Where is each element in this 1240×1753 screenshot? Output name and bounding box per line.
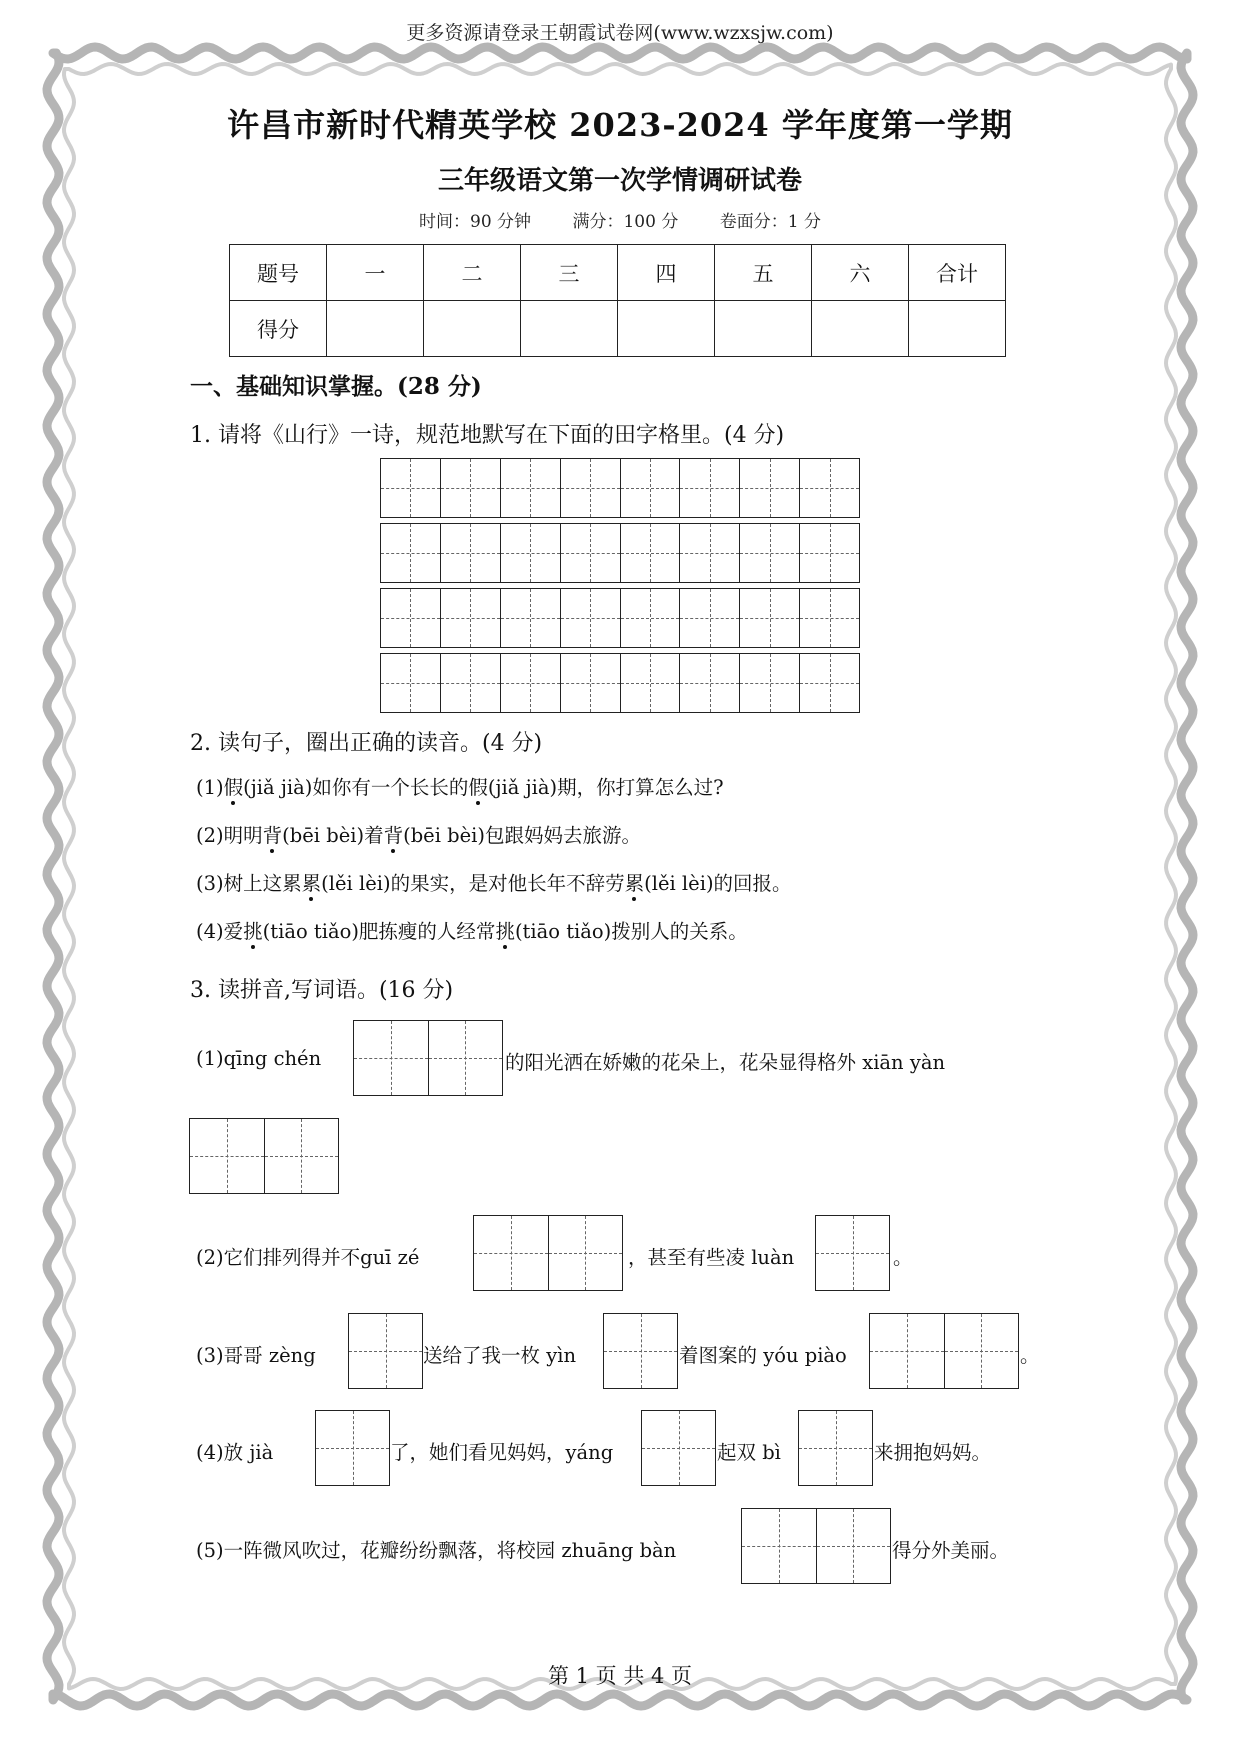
- poem-grid-cell[interactable]: [620, 654, 680, 712]
- poem-grid-cell[interactable]: [500, 459, 560, 517]
- poem-grid-cell[interactable]: [799, 589, 859, 647]
- poem-grid-row[interactable]: [380, 458, 860, 518]
- poem-grid-cell[interactable]: [679, 589, 739, 647]
- score-cell[interactable]: [327, 301, 424, 357]
- score-cell[interactable]: [521, 301, 618, 357]
- poem-grid-cell[interactable]: [560, 589, 620, 647]
- poem-grid-cell[interactable]: [381, 589, 440, 647]
- answer-grid[interactable]: [741, 1508, 891, 1584]
- score-header-cell: 题号: [230, 245, 327, 301]
- q2-item-4: (4)爱挑(tiāo tiǎo)肥拣瘦的人经常挑(tiāo tiǎo)拨别人的关系。: [196, 920, 748, 943]
- poem-grid-cell[interactable]: [620, 589, 680, 647]
- answer-grid[interactable]: [641, 1410, 716, 1486]
- score-table: [229, 244, 1006, 357]
- answer-grid[interactable]: [348, 1313, 423, 1389]
- page-footer: 第 1 页 共 4 页: [547, 1664, 693, 1688]
- poem-grid-cell[interactable]: [679, 524, 739, 582]
- answer-grid[interactable]: [603, 1313, 678, 1389]
- exam-full-score: 满分：100 分: [572, 212, 679, 232]
- poem-grid-cell[interactable]: [799, 459, 859, 517]
- score-header-cell: 合计: [909, 245, 1006, 301]
- q3-s3-text-b: 送给了我一枚 yìn: [423, 1344, 577, 1367]
- score-header-cell: 四: [618, 245, 715, 301]
- q3-s2-text-b: ，甚至有些凌 luàn: [628, 1246, 795, 1269]
- poem-grid-cell[interactable]: [440, 654, 500, 712]
- question-3: 3. 读拼音,写词语。(16 分): [190, 978, 454, 1003]
- exam-time: 时间：90 分钟: [419, 212, 532, 232]
- score-header-cell: 一: [327, 245, 424, 301]
- q3-s2-text-a: (2)它们排列得并不guī zé: [196, 1246, 420, 1269]
- score-row-label: 得分: [230, 301, 327, 357]
- poem-grid-cell[interactable]: [381, 459, 440, 517]
- poem-grid-cell[interactable]: [440, 524, 500, 582]
- answer-grid[interactable]: [353, 1020, 503, 1096]
- answer-grid[interactable]: [815, 1215, 890, 1291]
- q3-s3-text-c: 着图案的 yóu piào: [679, 1344, 847, 1367]
- poem-grid-cell[interactable]: [500, 524, 560, 582]
- poem-grid-cell[interactable]: [381, 654, 440, 712]
- poem-grid-row[interactable]: [380, 653, 860, 713]
- q3-s5-text-a: (5)一阵微风吹过，花瓣纷纷飘落，将校园 zhuāng bàn: [196, 1539, 677, 1562]
- answer-grid[interactable]: [189, 1118, 339, 1194]
- score-header-cell: 三: [521, 245, 618, 301]
- q2-item-1: (1)假(jiǎ jià)如你有一个长长的假(jiǎ jià)期，你打算怎么过?: [196, 776, 724, 799]
- q3-s1-text-b: 的阳光洒在娇嫩的花朵上，花朵显得格外 xiān yàn: [505, 1051, 946, 1074]
- poem-grid-cell[interactable]: [679, 654, 739, 712]
- poem-grid-cell[interactable]: [679, 459, 739, 517]
- section-1-heading: 一、基础知识掌握。(28 分): [190, 373, 482, 400]
- score-header-cell: 五: [715, 245, 812, 301]
- q3-s5-text-b: 得分外美丽。: [892, 1539, 1010, 1562]
- exam-neatness-score: 卷面分：1 分: [719, 212, 821, 232]
- score-cell[interactable]: [618, 301, 715, 357]
- answer-grid[interactable]: [473, 1215, 623, 1291]
- q3-s3-text-a: (3)哥哥 zèng: [196, 1344, 316, 1367]
- poem-grid-cell[interactable]: [440, 459, 500, 517]
- exam-meta: [0, 207, 1240, 232]
- poem-grid-cell[interactable]: [620, 524, 680, 582]
- answer-grid[interactable]: [798, 1410, 873, 1486]
- poem-grid-row[interactable]: [380, 588, 860, 648]
- poem-grid-cell[interactable]: [500, 654, 560, 712]
- q2-item-3: (3)树上这累累(lěi lèi)的果实，是对他长年不辞劳累(lěi lèi)的回报。: [196, 872, 792, 895]
- question-1: 1. 请将《山行》一诗，规范地默写在下面的田字格里。(4 分): [190, 423, 785, 448]
- q3-s4-text-b: 了，她们看见妈妈，yáng: [390, 1441, 614, 1464]
- poem-grid-cell[interactable]: [440, 589, 500, 647]
- poem-grid-row[interactable]: [380, 523, 860, 583]
- poem-grid-cell[interactable]: [739, 459, 799, 517]
- poem-grid-cell[interactable]: [560, 524, 620, 582]
- page-subtitle: 三年级语文第一次学情调研试卷: [437, 166, 802, 196]
- score-cell[interactable]: [715, 301, 812, 357]
- score-cell[interactable]: [424, 301, 521, 357]
- question-2: 2. 读句子，圈出正确的读音。(4 分): [190, 731, 543, 756]
- poem-grid-cell[interactable]: [620, 459, 680, 517]
- poem-grid-cell[interactable]: [560, 459, 620, 517]
- q2-item-2: (2)明明背(bēi bèi)着背(bēi bèi)包跟妈妈去旅游。: [196, 824, 642, 847]
- q3-s3-text-d: 。: [1020, 1344, 1040, 1367]
- q3-s4-text-c: 起双 bì: [717, 1441, 781, 1464]
- poem-grid-cell[interactable]: [381, 524, 440, 582]
- answer-grid[interactable]: [869, 1313, 1019, 1389]
- score-value-row: [230, 301, 1006, 357]
- top-note: 更多资源请登录王朝霞试卷网(www.wzxsjw.com): [406, 22, 834, 44]
- score-cell[interactable]: [812, 301, 909, 357]
- q3-s2-text-c: 。: [893, 1246, 913, 1269]
- page-title: 许昌市新时代精英学校 2023-2024 学年度第一学期: [227, 106, 1013, 144]
- poem-grid-cell[interactable]: [739, 654, 799, 712]
- poem-grid-cell[interactable]: [799, 524, 859, 582]
- poem-grid-cell[interactable]: [500, 589, 560, 647]
- q3-s4-text-a: (4)放 jià: [196, 1441, 274, 1464]
- score-header-cell: 六: [812, 245, 909, 301]
- answer-grid[interactable]: [315, 1410, 390, 1486]
- score-header-row: [230, 245, 1006, 301]
- score-cell[interactable]: [909, 301, 1006, 357]
- poem-grid-cell[interactable]: [739, 524, 799, 582]
- q3-s4-text-d: 来拥抱妈妈。: [874, 1441, 992, 1464]
- poem-grid-cell[interactable]: [799, 654, 859, 712]
- q3-s1-text-a: (1)qīng chén: [196, 1047, 322, 1070]
- score-header-cell: 二: [424, 245, 521, 301]
- poem-grid-cell[interactable]: [560, 654, 620, 712]
- poem-grid-cell[interactable]: [739, 589, 799, 647]
